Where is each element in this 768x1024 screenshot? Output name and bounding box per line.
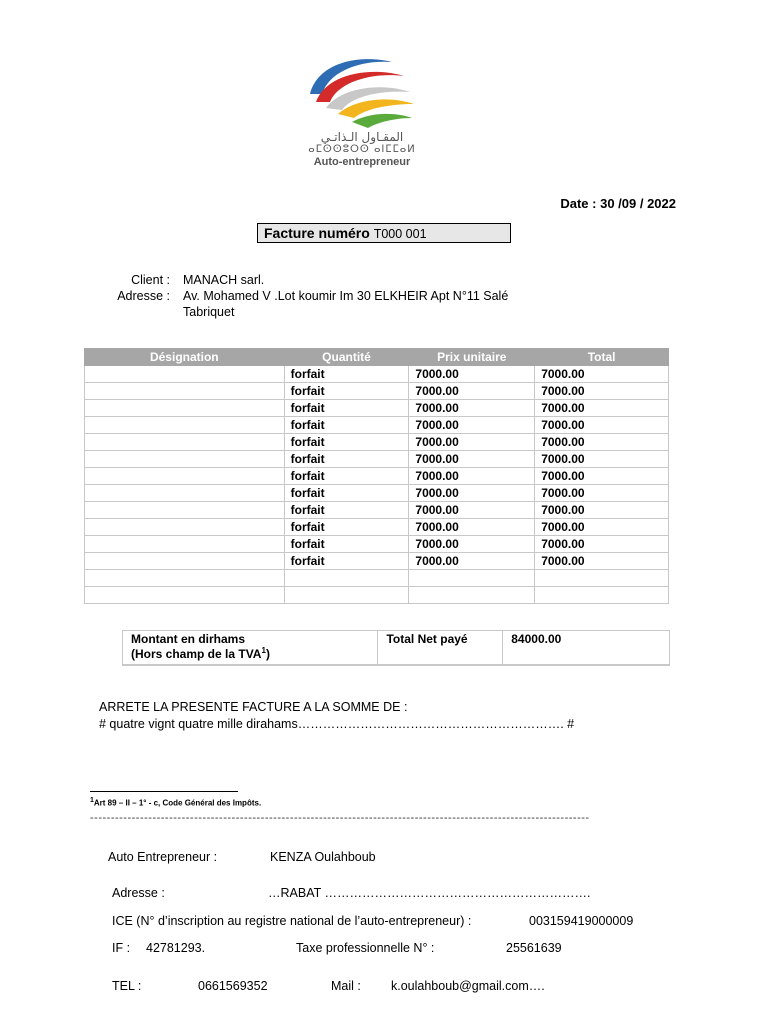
totals-row <box>123 631 670 666</box>
designation-cell <box>85 502 285 519</box>
client-label: Client : <box>131 273 170 287</box>
ice-value: 003159419000009 <box>529 914 634 928</box>
logo-arabic-text: المقـاول الـذاتـي <box>320 130 404 144</box>
quantity-cell <box>284 587 409 604</box>
designation-cell <box>85 519 285 536</box>
table-row <box>85 400 669 417</box>
quantity-cell: forfait <box>284 553 409 570</box>
designation-cell <box>85 451 285 468</box>
table-row <box>85 502 669 519</box>
unit-price-cell: 7000.00 <box>409 519 535 536</box>
designation-cell <box>85 417 285 434</box>
table-row <box>85 570 669 587</box>
total-cell: 7000.00 <box>535 468 669 485</box>
logo-tifinagh-text: ⴰⵎⵙⵙⵓⵔⵙ ⴰⵏⵎⵎⴰⵍ <box>308 144 416 155</box>
total-cell: 7000.00 <box>535 485 669 502</box>
ae-name: KENZA Oulahboub <box>270 850 376 864</box>
unit-price-cell: 7000.00 <box>409 434 535 451</box>
unit-price-cell: 7000.00 <box>409 553 535 570</box>
designation-cell <box>85 400 285 417</box>
header-total: Total <box>535 349 669 366</box>
table-row <box>85 451 669 468</box>
quantity-cell: forfait <box>284 451 409 468</box>
invoice-number-box <box>257 223 511 243</box>
seller-address-value: …RABAT ………………………………………………………. <box>268 886 591 900</box>
amount-label-line1: Montant en dirhams <box>131 632 246 646</box>
total-cell: 7000.00 <box>535 366 669 383</box>
tel-label: TEL : <box>112 979 142 993</box>
total-cell <box>535 570 669 587</box>
quantity-cell <box>284 570 409 587</box>
taxe-value: 25561639 <box>506 941 562 955</box>
designation-cell <box>85 553 285 570</box>
mail-value: k.oulahboub@gmail.com…. <box>391 979 545 993</box>
total-cell: 7000.00 <box>535 536 669 553</box>
separator-line: ------------------------------------------------------------------------------------------------------------------------ <box>90 812 590 824</box>
taxe-label: Taxe professionnelle N° : <box>296 941 435 955</box>
table-row <box>85 366 669 383</box>
quantity-cell: forfait <box>284 468 409 485</box>
footnote: $^1$Art 89 – II – 1° - c, Code Général des Impôts. <box>90 797 262 808</box>
table-row <box>85 553 669 570</box>
totals-table <box>122 630 670 666</box>
table-row <box>85 587 669 604</box>
quantity-cell: forfait <box>284 485 409 502</box>
arrete-line2: # quatre vignt quatre mille dirahams………………………………………………………. # <box>99 717 575 731</box>
table-row <box>85 468 669 485</box>
items-table <box>84 348 669 604</box>
invoice-date: Date : 30 /09 / 2022 <box>560 196 676 211</box>
header-quantite: Quantité <box>284 349 409 366</box>
total-cell: 7000.00 <box>535 400 669 417</box>
address-label: Adresse : <box>117 289 170 303</box>
unit-price-cell: 7000.00 <box>409 400 535 417</box>
table-row <box>85 519 669 536</box>
unit-price-cell: 7000.00 <box>409 451 535 468</box>
table-row <box>85 383 669 400</box>
amount-label-cell <box>123 631 378 666</box>
arrete-line1: ARRETE LA PRESENTE FACTURE A LA SOMME DE : <box>99 700 408 714</box>
table-row <box>85 485 669 502</box>
unit-price-cell: 7000.00 <box>409 366 535 383</box>
net-value: 84000.00 <box>503 631 670 666</box>
ae-label: Auto Entrepreneur : <box>108 850 218 864</box>
unit-price-cell: 7000.00 <box>409 468 535 485</box>
unit-price-cell: 7000.00 <box>409 502 535 519</box>
ice-label: ICE (N° d’inscription au registre national de l’auto-entrepreneur) : <box>112 914 472 928</box>
table-row <box>85 417 669 434</box>
total-cell: 7000.00 <box>535 383 669 400</box>
designation-cell <box>85 587 285 604</box>
quantity-cell: forfait <box>284 417 409 434</box>
total-cell: 7000.00 <box>535 553 669 570</box>
designation-cell <box>85 485 285 502</box>
quantity-cell: forfait <box>284 434 409 451</box>
quantity-cell: forfait <box>284 383 409 400</box>
designation-cell <box>85 570 285 587</box>
unit-price-cell: 7000.00 <box>409 383 535 400</box>
total-cell: 7000.00 <box>535 519 669 536</box>
quantity-cell: forfait <box>284 519 409 536</box>
quantity-cell: forfait <box>284 502 409 519</box>
unit-price-cell <box>409 587 535 604</box>
client-name: MANACH sarl. <box>183 273 265 287</box>
header-designation: Désignation <box>85 349 285 366</box>
quantity-cell: forfait <box>284 366 409 383</box>
net-label: Total Net payé <box>378 631 503 666</box>
arrete-text <box>99 699 574 733</box>
total-cell: 7000.00 <box>535 417 669 434</box>
unit-price-cell: 7000.00 <box>409 536 535 553</box>
total-cell <box>535 587 669 604</box>
designation-cell <box>85 468 285 485</box>
if-value: 42781293. <box>146 941 206 955</box>
unit-price-cell: 7000.00 <box>409 485 535 502</box>
unit-price-cell <box>409 570 535 587</box>
logo-english-text: Auto-entrepreneur <box>313 156 411 168</box>
if-label: IF : <box>112 941 131 955</box>
tel-value: 0661569352 <box>198 979 268 993</box>
designation-cell <box>85 434 285 451</box>
seller-address-label: Adresse : <box>112 886 165 900</box>
designation-cell <box>85 536 285 553</box>
mail-label: Mail : <box>331 979 361 993</box>
footnote-rule <box>90 791 238 792</box>
client-address-line1: Av. Mohamed V .Lot koumir Im 30 ELKHEIR Apt N°11 Salé <box>183 289 509 303</box>
unit-price-cell: 7000.00 <box>409 417 535 434</box>
quantity-cell: forfait <box>284 400 409 417</box>
invoice-number: T000 001 <box>373 227 427 241</box>
quantity-cell: forfait <box>284 536 409 553</box>
designation-cell <box>85 383 285 400</box>
invoice-label: Facture numéro <box>264 225 370 241</box>
amount-label-line2: (Hors champ de la TVA$^1$) <box>131 646 270 661</box>
header-prix-unitaire: Prix unitaire <box>409 349 535 366</box>
table-row <box>85 536 669 553</box>
total-cell: 7000.00 <box>535 502 669 519</box>
total-cell: 7000.00 <box>535 434 669 451</box>
total-cell: 7000.00 <box>535 451 669 468</box>
designation-cell <box>85 366 285 383</box>
table-row <box>85 434 669 451</box>
table-header-row <box>85 349 669 366</box>
client-address-line2: Tabriquet <box>183 305 235 319</box>
